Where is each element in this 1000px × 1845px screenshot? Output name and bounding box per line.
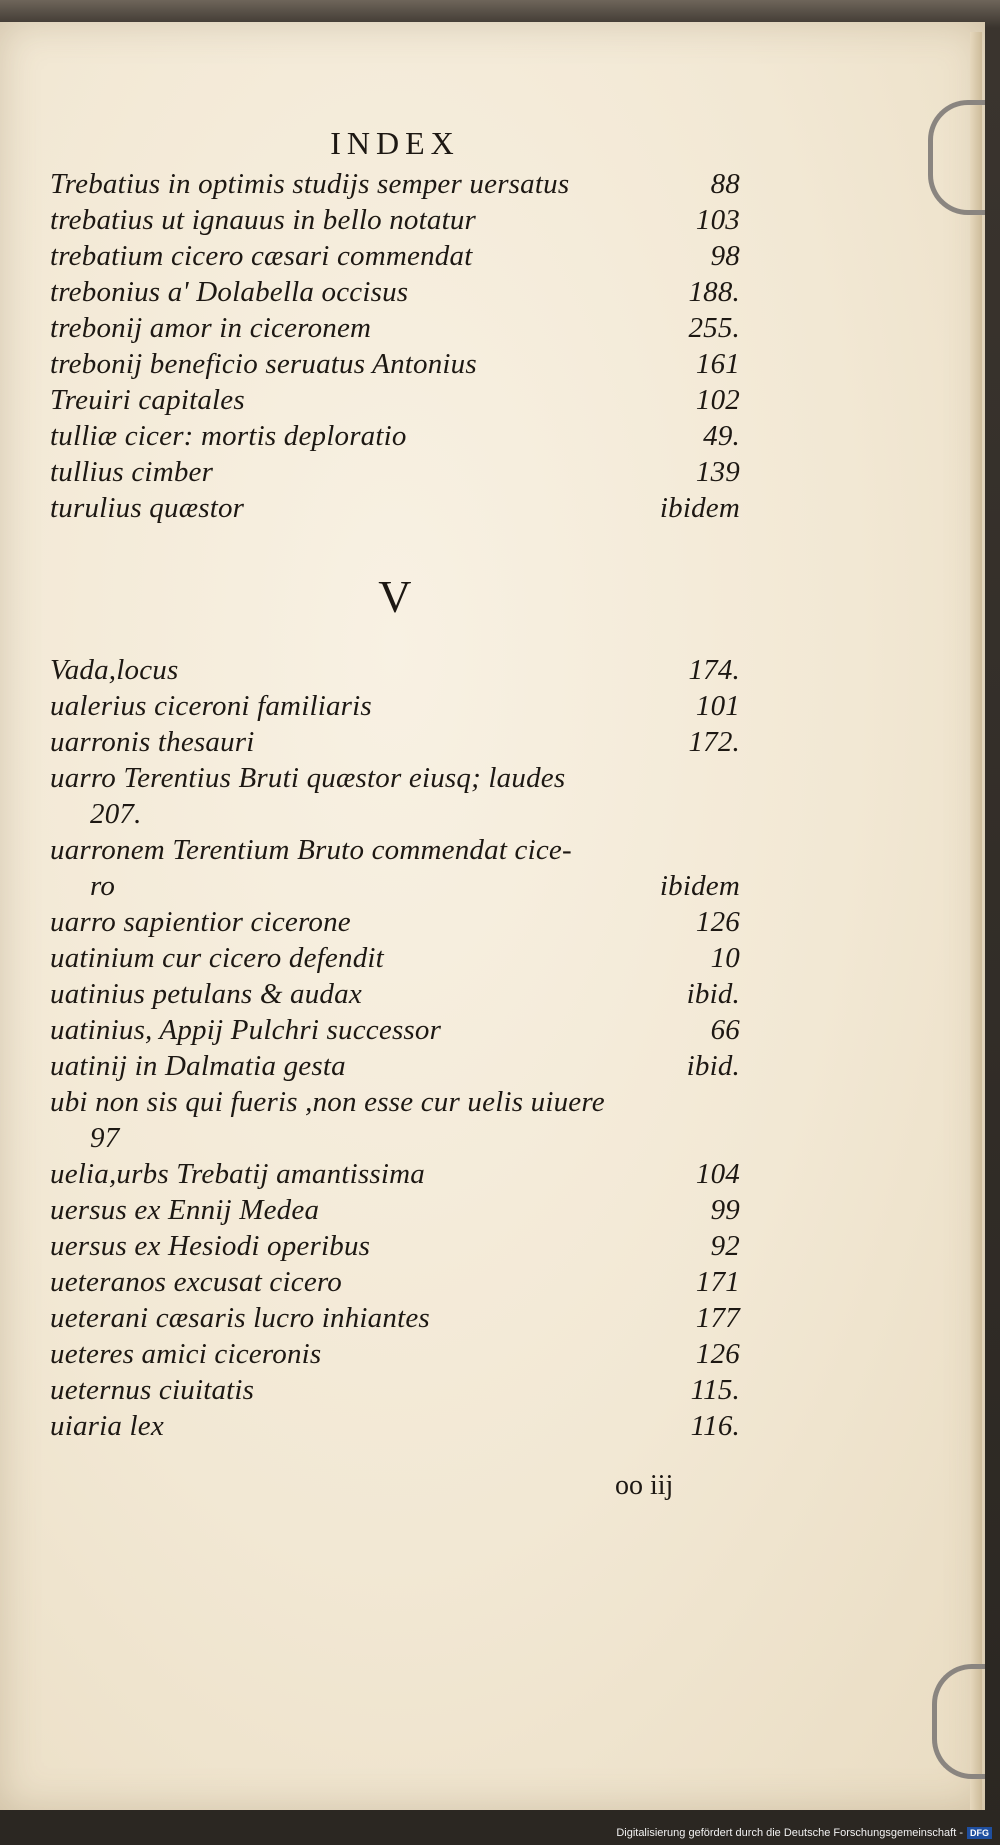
index-entry: [50, 1264, 740, 1300]
entry-text: ueternus ciuitatis: [50, 1374, 255, 1406]
entry-page: 49.: [703, 420, 740, 452]
entry-page: 188.: [688, 276, 740, 308]
entry-page: 116.: [690, 1410, 740, 1442]
entry-text: uarro Terentius Bruti quæstor eiusq; laudes: [50, 762, 566, 794]
bottom-book-clip: [932, 1664, 985, 1779]
index-entry: [50, 832, 740, 868]
book-page: [0, 22, 985, 1810]
entry-text: trebonij beneficio seruatus Antonius: [50, 348, 477, 380]
entry-text: uelia,urbs Trebatij amantissima: [50, 1158, 425, 1190]
entry-text: uarronis thesauri: [50, 726, 255, 758]
entries-t-list: [50, 166, 740, 526]
index-entry: [50, 724, 740, 760]
entry-text: trebonius a' Dolabella occisus: [50, 276, 409, 308]
dfg-logo: DFG: [967, 1827, 992, 1839]
entry-page: ibid.: [686, 1050, 740, 1082]
entry-page: 104: [695, 1158, 740, 1190]
index-entry: [50, 1048, 740, 1084]
entry-text: uatinius petulans & audax: [50, 978, 362, 1010]
entry-page: 126: [695, 906, 740, 938]
entry-page: 10: [710, 942, 740, 974]
entry-page: 126: [695, 1338, 740, 1370]
entry-page: 101: [695, 690, 740, 722]
index-title: INDEX: [330, 125, 460, 161]
index-entry: [50, 202, 740, 238]
entry-text: uarro sapientior cicerone: [50, 906, 351, 938]
entry-text: uersus ex Hesiodi operibus: [50, 1230, 371, 1262]
entry-page: 92: [710, 1230, 740, 1262]
entry-text: uiaria lex: [50, 1410, 164, 1442]
entry-page: 139: [695, 456, 740, 488]
index-entry: [50, 1084, 740, 1120]
entry-text: uatinium cur cicero defendit: [50, 942, 384, 974]
entry-page: ibidem: [659, 492, 740, 524]
continuation-text: ro: [90, 870, 116, 902]
entry-text: ueteres amici ciceronis: [50, 1338, 322, 1370]
entry-text: turulius quæstor: [50, 492, 245, 524]
entry-page: 171: [695, 1266, 740, 1298]
entry-text: trebatium cicero cæsari commendat: [50, 240, 473, 272]
index-entry: [50, 1156, 740, 1192]
entry-continuation: [50, 1120, 740, 1156]
entry-text: Treuiri capitales: [50, 384, 245, 416]
entry-text: ualerius ciceroni familiaris: [50, 690, 372, 722]
index-entry: [50, 238, 740, 274]
entry-text: uersus ex Ennij Medea: [50, 1194, 320, 1226]
top-book-clip: [928, 100, 985, 215]
index-entry: [50, 1372, 740, 1408]
index-entry: [50, 1228, 740, 1264]
index-entry: [50, 382, 740, 418]
index-entry: [50, 346, 740, 382]
index-entry: [50, 976, 740, 1012]
entry-page: 172.: [688, 726, 740, 758]
continuation-page: ibidem: [659, 870, 740, 902]
index-entry: [50, 652, 740, 688]
page-edge: [970, 32, 982, 1810]
entry-page: 99: [710, 1194, 740, 1226]
signature-mark: oo iij: [615, 1470, 674, 1501]
index-entry: [50, 166, 740, 202]
index-entry: [50, 1336, 740, 1372]
entry-page: 66: [710, 1014, 740, 1046]
entry-text: ubi non sis qui fueris ,non esse cur uelis uiuere: [50, 1086, 605, 1118]
entry-page: 103: [695, 204, 740, 236]
entry-text: trebonij amor in ciceronem: [50, 312, 372, 344]
index-entry: [50, 454, 740, 490]
continuation-page: 97: [90, 1122, 120, 1154]
continuation-page: 207.: [90, 798, 142, 830]
index-entry: [50, 310, 740, 346]
index-entry: [50, 1408, 740, 1444]
entry-page: 88: [710, 168, 740, 200]
entry-text: ueteranos excusat cicero: [50, 1266, 343, 1298]
entry-page: 102: [695, 384, 740, 416]
entry-page: 255.: [688, 312, 740, 344]
entries-v-list: [50, 652, 740, 1444]
digitization-footer: [616, 1827, 992, 1839]
entry-page: 177: [695, 1302, 740, 1334]
entry-page: 115.: [690, 1374, 740, 1406]
index-entry: [50, 490, 740, 526]
entry-page: ibid.: [686, 978, 740, 1010]
entry-text: uatinius, Appij Pulchri successor: [50, 1014, 442, 1046]
entry-text: tullius cimber: [50, 456, 214, 488]
index-entry: [50, 940, 740, 976]
entry-text: trebatius ut ignauus in bello notatur: [50, 204, 477, 236]
index-entry: [50, 274, 740, 310]
entry-text: uatinij in Dalmatia gesta: [50, 1050, 346, 1082]
index-entry: [50, 904, 740, 940]
index-entry: [50, 760, 740, 796]
index-entry: [50, 688, 740, 724]
index-entry: [50, 1300, 740, 1336]
index-content: [50, 122, 740, 1444]
index-entry: [50, 1012, 740, 1048]
entry-text: Trebatius in optimis studijs semper uersatus: [50, 168, 570, 200]
index-entry: [50, 1192, 740, 1228]
entry-page: 174.: [688, 654, 740, 686]
index-entry: [50, 418, 740, 454]
entry-text: Vada,locus: [50, 654, 179, 686]
section-letter: V: [378, 571, 412, 622]
entry-text: ueterani cæsaris lucro inhiantes: [50, 1302, 430, 1334]
footer-text: Digitalisierung gefördert durch die Deutsche Forschungsgemeinschaft -: [616, 1827, 963, 1839]
entry-page: 161: [695, 348, 740, 380]
entry-text: tulliæ cicer: mortis deploratio: [50, 420, 407, 452]
entry-continuation: [50, 796, 740, 832]
entry-continuation: [50, 868, 740, 904]
entry-page: 98: [710, 240, 740, 272]
entry-text: uarronem Terentium Bruto commendat cice-: [50, 834, 572, 866]
